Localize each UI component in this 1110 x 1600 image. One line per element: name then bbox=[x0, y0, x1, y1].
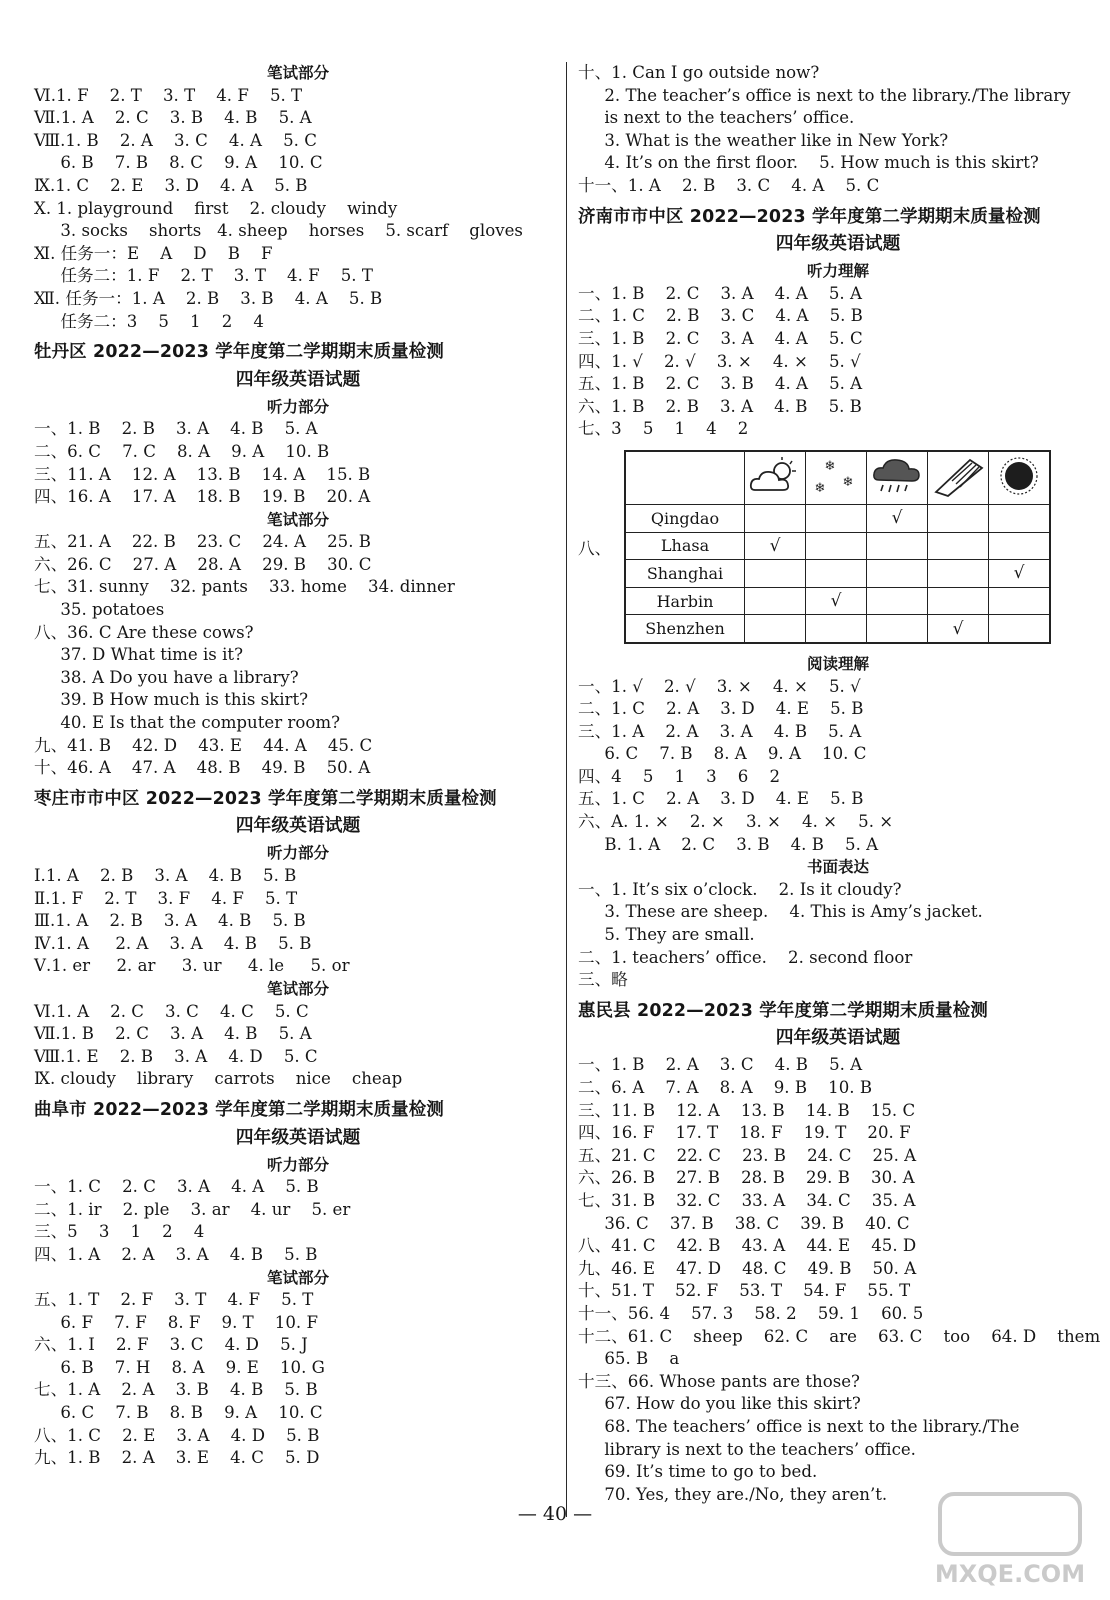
weather-row bbox=[625, 615, 1050, 643]
exam-subtitle: 四年级英语试题 bbox=[235, 815, 361, 837]
answer-line: 40. E Is that the computer room? bbox=[34, 713, 340, 733]
weather-check-cell bbox=[867, 615, 928, 643]
answer-line: 六、26. B 27. B 28. B 29. B 30. A bbox=[578, 1168, 915, 1188]
answer-line: 6. B 7. B 8. C 9. A 10. C bbox=[34, 153, 323, 173]
answer-line: Ⅰ.1. A 2. B 3. A 4. B 5. B bbox=[34, 866, 297, 885]
answer-line: 八、36. C Are these cows? bbox=[34, 622, 254, 642]
answer-line: 十、1. Can I go outside now? bbox=[578, 63, 820, 82]
answer-line: Ⅸ. cloudy library carrots nice cheap bbox=[34, 1069, 403, 1089]
weather-icon-row bbox=[625, 451, 1050, 505]
answer-line: 38. A Do you have a library? bbox=[34, 667, 299, 687]
weather-check-cell bbox=[867, 560, 928, 588]
weather-check-cell bbox=[806, 504, 867, 532]
answer-line: Ⅳ.1. A 2. A 3. A 4. B 5. B bbox=[34, 933, 312, 953]
weather-question bbox=[578, 441, 1098, 653]
answer-line: 3. socks shorts 4. sheep horses 5. scarf gloves bbox=[34, 221, 523, 241]
answer-line: 二、1. C 2. B 3. C 4. A 5. B bbox=[578, 306, 863, 326]
answer-line: 十三、66. Whose pants are those? bbox=[578, 1371, 860, 1391]
answer-line: 十一、1. A 2. B 3. C 4. A 5. C bbox=[578, 175, 880, 195]
section-gap bbox=[578, 992, 1098, 1000]
answer-line: 十、46. A 47. A 48. B 49. B 50. A bbox=[34, 758, 371, 778]
exam-title: 济南市市中区 2022—2023 学年度第二学期期末质量检测 bbox=[578, 206, 1041, 227]
answer-line: 十二、61. C sheep 62. C are 63. C too 64. D them bbox=[578, 1326, 1101, 1346]
answer-line: Ⅸ.1. C 2. E 3. D 4. A 5. B bbox=[34, 175, 308, 195]
weather-question-label: 八、 bbox=[578, 538, 612, 558]
weather-row bbox=[625, 587, 1050, 615]
weather-check-cell bbox=[989, 587, 1051, 615]
answer-line: 3. These are sheep. 4. This is Amy’s jacket. bbox=[578, 902, 983, 922]
answer-line: 七、3 5 1 4 2 bbox=[578, 419, 749, 439]
answer-line: 五、21. C 22. C 23. B 24. C 25. A bbox=[578, 1145, 917, 1165]
answer-line: 三、11. B 12. A 13. B 14. B 15. C bbox=[578, 1100, 916, 1120]
section-gap bbox=[34, 780, 562, 788]
section-heading: 听力部分 bbox=[266, 1155, 329, 1174]
answer-line: 70. Yes, they are./No, they aren’t. bbox=[578, 1484, 888, 1504]
weather-check-cell bbox=[928, 532, 989, 560]
section-heading: 笔试部分 bbox=[266, 64, 329, 82]
answer-line: Ⅶ.1. B 2. C 3. A 4. B 5. A bbox=[34, 1024, 312, 1044]
answer-line: 二、1. C 2. A 3. D 4. E 5. B bbox=[578, 699, 864, 719]
weather-check-cell bbox=[867, 587, 928, 615]
exam-title: 牡丹区 2022—2023 学年度第二学期期末质量检测 bbox=[34, 342, 444, 363]
weather-check-cell bbox=[806, 615, 867, 643]
answer-line: Ⅲ.1. A 2. B 3. A 4. B 5. B bbox=[34, 911, 306, 931]
section-heading: 笔试部分 bbox=[266, 979, 329, 998]
answer-line: 65. B a bbox=[578, 1349, 680, 1369]
answer-line: Ⅷ.1. B 2. A 3. C 4. A 5. C bbox=[34, 130, 317, 150]
answer-line: 四、16. A 17. A 18. B 19. B 20. A bbox=[34, 487, 371, 507]
check-mark: √ bbox=[1013, 563, 1025, 584]
answer-line: 三、略 bbox=[578, 970, 628, 990]
answer-line: 八、1. C 2. E 3. A 4. D 5. B bbox=[34, 1425, 320, 1445]
answer-line: 五、1. C 2. A 3. D 4. E 5. B bbox=[578, 789, 864, 809]
answer-line: 九、46. E 47. D 48. C 49. B 50. A bbox=[578, 1258, 917, 1278]
weather-table-body bbox=[625, 504, 1050, 642]
answer-line: 二、1. ir 2. ple 3. ar 4. ur 5. er bbox=[34, 1199, 351, 1219]
answer-line: 69. It’s time to go to bed. bbox=[578, 1462, 818, 1482]
check-mark: √ bbox=[891, 508, 903, 529]
check-mark: √ bbox=[769, 535, 781, 556]
answer-line: 二、6. C 7. C 8. A 9. A 10. B bbox=[34, 441, 330, 461]
answer-line: 36. C 37. B 38. C 39. B 40. C bbox=[578, 1213, 910, 1233]
section-gap bbox=[578, 198, 1098, 206]
answer-line: 39. B How much is this skirt? bbox=[34, 690, 309, 710]
answer-line: B. 1. A 2. C 3. B 4. B 5. A bbox=[578, 834, 879, 854]
weather-check-cell bbox=[928, 504, 989, 532]
right-top-block bbox=[578, 62, 1098, 441]
weather-check-cell bbox=[989, 532, 1051, 560]
answer-line: 一、1. It’s six o’clock. 2. Is it cloudy? bbox=[578, 879, 902, 899]
rainy-icon bbox=[869, 454, 925, 498]
exam-subtitle: 四年级英语试题 bbox=[775, 1027, 901, 1049]
answer-line: Ⅵ.1. F 2. T 3. T 4. F 5. T bbox=[34, 85, 303, 105]
answer-line: 六、1. B 2. B 3. A 4. B 5. B bbox=[578, 396, 862, 416]
answer-line: 七、31. sunny 32. pants 33. home 34. dinner bbox=[34, 577, 455, 597]
answer-line: 6. C 7. B 8. B 9. A 10. C bbox=[34, 1403, 323, 1423]
answer-line: Ⅶ.1. A 2. C 3. B 4. B 5. A bbox=[34, 108, 312, 128]
answer-line: 六、A. 1. × 2. × 3. × 4. × 5. × bbox=[578, 812, 894, 832]
answer-line: 一、1. B 2. B 3. A 4. B 5. A bbox=[34, 419, 318, 439]
answer-line: 七、31. B 32. C 33. A 34. C 35. A bbox=[578, 1190, 916, 1210]
answer-line: 35. potatoes bbox=[34, 600, 165, 620]
answer-line: 四、16. F 17. T 18. F 19. T 20. F bbox=[578, 1123, 911, 1143]
weather-row bbox=[625, 504, 1050, 532]
answer-line: Ⅴ.1. er 2. ar 3. ur 4. le 5. or bbox=[34, 956, 350, 976]
city-cell: Qingdao bbox=[625, 504, 745, 532]
weather-check-cell bbox=[928, 615, 989, 643]
answer-line: 八、41. C 42. B 43. A 44. E 45. D bbox=[578, 1236, 917, 1256]
watermark-logo bbox=[930, 1488, 1090, 1593]
answer-line: Ⅱ.1. F 2. T 3. F 4. F 5. T bbox=[34, 888, 298, 908]
check-mark: √ bbox=[952, 618, 964, 639]
city-cell: Shanghai bbox=[625, 560, 745, 588]
answer-line: 三、11. A 12. A 13. B 14. A 15. B bbox=[34, 464, 371, 484]
answer-line: 6. B 7. H 8. A 9. E 10. G bbox=[34, 1357, 325, 1377]
answer-line: 一、1. B 2. A 3. C 4. B 5. A bbox=[578, 1055, 863, 1075]
svg-text:❄: ❄ bbox=[824, 458, 836, 474]
answer-line: 五、1. T 2. F 3. T 4. F 5. T bbox=[34, 1290, 314, 1310]
answer-line: 六、1. I 2. F 3. C 4. D 5. J bbox=[34, 1335, 308, 1355]
page-number: — 40 — bbox=[517, 1503, 593, 1525]
section-heading: 书面表达 bbox=[806, 858, 869, 877]
snowy-cell bbox=[806, 451, 867, 505]
answer-line: 37. D What time is it? bbox=[34, 645, 243, 665]
weather-check-cell bbox=[806, 560, 867, 588]
answer-line: 五、1. B 2. C 3. B 4. A 5. A bbox=[578, 374, 863, 394]
answer-line: Ⅵ.1. A 2. C 3. C 4. C 5. C bbox=[34, 1001, 309, 1021]
rainy-cell bbox=[867, 451, 928, 505]
answer-line: 五、21. A 22. B 23. C 24. A 25. B bbox=[34, 532, 371, 552]
exam-subtitle: 四年级英语试题 bbox=[235, 368, 361, 390]
section-heading: 笔试部分 bbox=[266, 1268, 329, 1287]
answer-line: 三、5 3 1 2 4 bbox=[34, 1222, 205, 1242]
column-divider bbox=[566, 62, 567, 1517]
weather-check-cell bbox=[989, 615, 1051, 643]
answer-line: 一、1. √ 2. √ 3. × 4. × 5. √ bbox=[578, 676, 861, 696]
section-heading: 听力部分 bbox=[266, 397, 329, 416]
weather-check-cell bbox=[806, 587, 867, 615]
exam-title: 惠民县 2022—2023 学年度第二学期期末质量检测 bbox=[578, 1000, 988, 1021]
answer-line: 四、1. A 2. A 3. A 4. B 5. B bbox=[34, 1244, 318, 1264]
answer-line: 九、41. B 42. D 43. E 44. A 45. C bbox=[34, 735, 373, 755]
answer-line: library is next to the teachers’ office. bbox=[578, 1439, 916, 1459]
svg-text:❄: ❄ bbox=[814, 480, 826, 496]
weather-check-cell bbox=[745, 615, 806, 643]
windy-icon bbox=[930, 454, 986, 498]
weather-check-cell bbox=[745, 560, 806, 588]
answer-line: 任务二：3 5 1 2 4 bbox=[34, 311, 264, 331]
answer-line: 四、4 5 1 3 6 2 bbox=[578, 766, 781, 786]
section-heading: 阅读理解 bbox=[806, 654, 869, 673]
exam-title: 曲阜市 2022—2023 学年度第二学期期末质量检测 bbox=[34, 1099, 444, 1120]
answer-line: 2. The teacher’s office is next to the library./The library bbox=[578, 85, 1071, 105]
city-cell: Lhasa bbox=[625, 532, 745, 560]
blank-corner-cell bbox=[625, 451, 745, 505]
weather-check-cell bbox=[745, 587, 806, 615]
weather-check-cell bbox=[867, 504, 928, 532]
answer-line: 四、1. √ 2. √ 3. × 4. × 5. √ bbox=[578, 351, 861, 371]
answer-line: is next to the teachers’ office. bbox=[578, 108, 855, 128]
snowy-icon bbox=[808, 454, 864, 498]
sunny-cell bbox=[989, 451, 1051, 505]
answer-line: 二、6. A 7. A 8. A 9. B 10. B bbox=[578, 1078, 873, 1097]
section-heading: 笔试部分 bbox=[266, 510, 329, 529]
weather-check-cell bbox=[989, 560, 1051, 588]
right-column bbox=[578, 62, 1101, 1506]
weather-check-cell bbox=[745, 532, 806, 560]
watermark-text: MXQE.COM bbox=[934, 1560, 1086, 1588]
answer-line: 一、1. B 2. C 3. A 4. A 5. A bbox=[578, 283, 862, 303]
answer-line: 十一、56. 4 57. 3 58. 2 59. 1 60. 5 bbox=[578, 1303, 924, 1323]
weather-check-cell bbox=[928, 587, 989, 615]
exam-title: 枣庄市市中区 2022—2023 学年度第二学期期末质量检测 bbox=[34, 788, 497, 809]
svg-text:❄: ❄ bbox=[842, 474, 854, 490]
answer-line: 二、1. teachers’ office. 2. second floor bbox=[578, 947, 913, 967]
answer-line: 任务二：1. F 2. T 3. T 4. F 5. T bbox=[34, 266, 373, 286]
exam-subtitle: 四年级英语试题 bbox=[235, 1126, 361, 1148]
cloudy-icon bbox=[747, 454, 803, 498]
answer-line: 一、1. C 2. C 3. A 4. A 5. B bbox=[34, 1177, 319, 1197]
section-heading: 听力部分 bbox=[266, 844, 329, 863]
answer-line: 三、1. A 2. A 3. A 4. B 5. A bbox=[578, 721, 862, 741]
answer-line: 3. What is the weather like in New York? bbox=[578, 130, 949, 150]
answer-line: Ⅺ. 任务一：E A D B F bbox=[34, 243, 273, 263]
answer-line: 九、1. B 2. A 3. E 4. C 5. D bbox=[34, 1448, 320, 1468]
weather-check-cell bbox=[928, 560, 989, 588]
weather-check-cell bbox=[806, 532, 867, 560]
exam-subtitle: 四年级英语试题 bbox=[775, 233, 901, 255]
answer-line: 4. It’s on the first floor. 5. How much is this skirt? bbox=[578, 153, 1039, 173]
city-cell: Harbin bbox=[625, 587, 745, 615]
answer-line: 三、1. B 2. C 3. A 4. A 5. C bbox=[578, 328, 863, 348]
answer-line: 67. How do you like this skirt? bbox=[578, 1394, 861, 1414]
right-bottom-block bbox=[578, 653, 1101, 1506]
answer-line: 七、1. A 2. A 3. B 4. B 5. B bbox=[34, 1380, 318, 1400]
cloudy-cell bbox=[745, 451, 806, 505]
city-cell: Shenzhen bbox=[625, 615, 745, 643]
windy-cell bbox=[928, 451, 989, 505]
section-gap bbox=[34, 333, 562, 341]
weather-row bbox=[625, 532, 1050, 560]
answer-line: 十、51. T 52. F 53. T 54. F 55. T bbox=[578, 1281, 911, 1301]
answer-line: 68. The teachers’ office is next to the library./The bbox=[578, 1416, 1020, 1436]
check-mark: √ bbox=[830, 591, 842, 611]
weather-check-cell bbox=[867, 532, 928, 560]
answer-line: Ⅹ. 1. playground first 2. cloudy windy bbox=[34, 198, 398, 218]
answer-line: 6. C 7. B 8. A 9. A 10. C bbox=[578, 744, 867, 764]
weather-check-cell bbox=[745, 504, 806, 532]
section-heading: 听力理解 bbox=[806, 262, 869, 281]
section-gap bbox=[34, 1091, 562, 1099]
answer-line: 六、26. C 27. A 28. A 29. B 30. C bbox=[34, 554, 372, 574]
answer-line: Ⅻ. 任务一：1. A 2. B 3. B 4. A 5. B bbox=[34, 288, 383, 308]
weather-row bbox=[625, 560, 1050, 588]
answer-line: 6. F 7. F 8. F 9. T 10. F bbox=[34, 1312, 318, 1332]
weather-table bbox=[624, 450, 1051, 644]
answer-line: Ⅷ.1. E 2. B 3. A 4. D 5. C bbox=[34, 1046, 318, 1066]
sunny-icon bbox=[991, 454, 1047, 498]
left-column bbox=[34, 62, 562, 1470]
weather-check-cell bbox=[989, 504, 1051, 532]
answer-line: 5. They are small. bbox=[578, 925, 755, 945]
